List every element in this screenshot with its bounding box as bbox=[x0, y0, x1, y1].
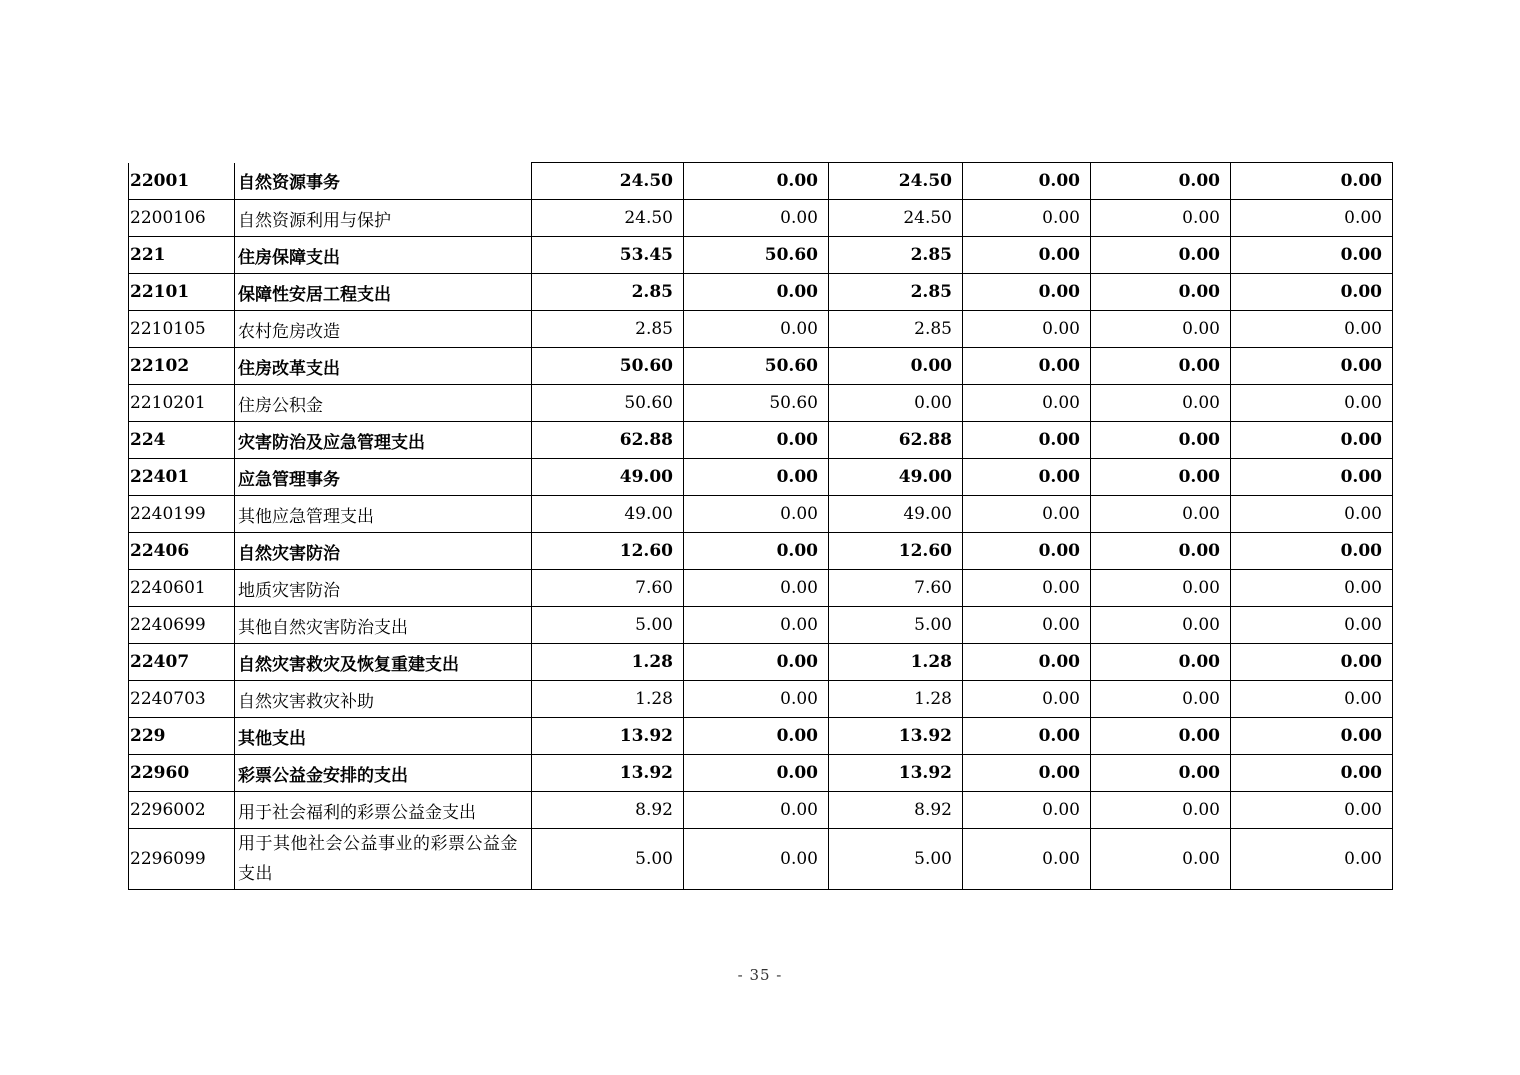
cell-value: 0.00 bbox=[963, 163, 1091, 200]
cell-name: 自然灾害防治 bbox=[235, 533, 532, 570]
cell-value: 12.60 bbox=[829, 533, 963, 570]
cell-value: 0.00 bbox=[1231, 385, 1393, 422]
cell-value: 0.00 bbox=[1231, 533, 1393, 570]
cell-code: 22102 bbox=[129, 348, 235, 385]
cell-code: 22960 bbox=[129, 755, 235, 792]
cell-value: 0.00 bbox=[963, 533, 1091, 570]
cell-name: 彩票公益金安排的支出 bbox=[235, 755, 532, 792]
table-row bbox=[129, 792, 1393, 829]
cell-value: 0.00 bbox=[963, 681, 1091, 718]
cell-code: 2210201 bbox=[129, 385, 235, 422]
cell-name: 其他自然灾害防治支出 bbox=[235, 607, 532, 644]
cell-code: 2240199 bbox=[129, 496, 235, 533]
cell-value: 5.00 bbox=[829, 607, 963, 644]
cell-value: 0.00 bbox=[963, 607, 1091, 644]
cell-value: 0.00 bbox=[1231, 200, 1393, 237]
cell-name: 住房改革支出 bbox=[235, 348, 532, 385]
cell-value: 24.50 bbox=[829, 163, 963, 200]
table-body bbox=[129, 163, 1393, 890]
cell-name: 应急管理事务 bbox=[235, 459, 532, 496]
cell-value: 0.00 bbox=[684, 422, 829, 459]
cell-name: 其他支出 bbox=[235, 718, 532, 755]
table-row bbox=[129, 829, 1393, 890]
table-row bbox=[129, 718, 1393, 755]
cell-value: 0.00 bbox=[1091, 237, 1231, 274]
cell-value: 0.00 bbox=[1231, 163, 1393, 200]
cell-value: 0.00 bbox=[1231, 792, 1393, 829]
cell-value: 50.60 bbox=[532, 348, 684, 385]
cell-value: 62.88 bbox=[829, 422, 963, 459]
cell-value: 0.00 bbox=[963, 200, 1091, 237]
table-row bbox=[129, 163, 1393, 200]
cell-name: 自然灾害救灾及恢复重建支出 bbox=[235, 644, 532, 681]
table-row bbox=[129, 459, 1393, 496]
cell-code: 22401 bbox=[129, 459, 235, 496]
cell-name: 农村危房改造 bbox=[235, 311, 532, 348]
cell-value: 0.00 bbox=[963, 792, 1091, 829]
cell-code: 2200106 bbox=[129, 200, 235, 237]
cell-name: 自然资源利用与保护 bbox=[235, 200, 532, 237]
cell-value: 0.00 bbox=[963, 237, 1091, 274]
cell-value: 8.92 bbox=[829, 792, 963, 829]
cell-name: 其他应急管理支出 bbox=[235, 496, 532, 533]
cell-value: 0.00 bbox=[1231, 570, 1393, 607]
cell-value: 0.00 bbox=[1091, 644, 1231, 681]
cell-value: 0.00 bbox=[963, 718, 1091, 755]
table-row bbox=[129, 570, 1393, 607]
cell-value: 0.00 bbox=[684, 681, 829, 718]
cell-value: 0.00 bbox=[963, 274, 1091, 311]
cell-value: 0.00 bbox=[684, 311, 829, 348]
cell-value: 0.00 bbox=[1231, 644, 1393, 681]
cell-value: 0.00 bbox=[1091, 681, 1231, 718]
cell-name: 住房保障支出 bbox=[235, 237, 532, 274]
table-row bbox=[129, 274, 1393, 311]
table-row bbox=[129, 385, 1393, 422]
cell-value: 0.00 bbox=[1231, 607, 1393, 644]
cell-value: 8.92 bbox=[532, 792, 684, 829]
table-row bbox=[129, 422, 1393, 459]
cell-value: 0.00 bbox=[1091, 274, 1231, 311]
cell-name: 地质灾害防治 bbox=[235, 570, 532, 607]
cell-value: 0.00 bbox=[829, 385, 963, 422]
cell-value: 49.00 bbox=[532, 496, 684, 533]
cell-value: 0.00 bbox=[1231, 496, 1393, 533]
cell-value: 0.00 bbox=[684, 644, 829, 681]
cell-value: 0.00 bbox=[829, 348, 963, 385]
cell-value: 0.00 bbox=[684, 792, 829, 829]
table-row bbox=[129, 607, 1393, 644]
cell-value: 53.45 bbox=[532, 237, 684, 274]
cell-value: 0.00 bbox=[1091, 200, 1231, 237]
cell-value: 1.28 bbox=[532, 644, 684, 681]
table-row bbox=[129, 496, 1393, 533]
cell-value: 49.00 bbox=[829, 496, 963, 533]
cell-value: 13.92 bbox=[829, 755, 963, 792]
cell-value: 0.00 bbox=[1231, 348, 1393, 385]
cell-value: 0.00 bbox=[1231, 755, 1393, 792]
cell-value: 24.50 bbox=[829, 200, 963, 237]
cell-value: 0.00 bbox=[1231, 829, 1393, 890]
cell-value: 2.85 bbox=[829, 311, 963, 348]
cell-value: 7.60 bbox=[829, 570, 963, 607]
cell-value: 0.00 bbox=[684, 570, 829, 607]
cell-value: 2.85 bbox=[829, 237, 963, 274]
cell-value: 0.00 bbox=[963, 385, 1091, 422]
cell-value: 49.00 bbox=[829, 459, 963, 496]
cell-value: 0.00 bbox=[1091, 792, 1231, 829]
cell-value: 13.92 bbox=[829, 718, 963, 755]
cell-value: 0.00 bbox=[1091, 163, 1231, 200]
cell-value: 0.00 bbox=[684, 755, 829, 792]
cell-name: 住房公积金 bbox=[235, 385, 532, 422]
cell-code: 2296002 bbox=[129, 792, 235, 829]
cell-value: 0.00 bbox=[1091, 755, 1231, 792]
cell-code: 22101 bbox=[129, 274, 235, 311]
cell-value: 0.00 bbox=[1091, 607, 1231, 644]
cell-value: 0.00 bbox=[1231, 237, 1393, 274]
cell-value: 0.00 bbox=[963, 570, 1091, 607]
cell-value: 1.28 bbox=[829, 644, 963, 681]
cell-value: 0.00 bbox=[963, 496, 1091, 533]
cell-name: 自然灾害救灾补助 bbox=[235, 681, 532, 718]
cell-code: 2240601 bbox=[129, 570, 235, 607]
table-row bbox=[129, 755, 1393, 792]
cell-value: 12.60 bbox=[532, 533, 684, 570]
cell-value: 0.00 bbox=[1091, 422, 1231, 459]
cell-value: 0.00 bbox=[1091, 496, 1231, 533]
cell-code: 221 bbox=[129, 237, 235, 274]
cell-value: 0.00 bbox=[963, 422, 1091, 459]
cell-value: 0.00 bbox=[1091, 385, 1231, 422]
cell-value: 1.28 bbox=[829, 681, 963, 718]
cell-value: 24.50 bbox=[532, 163, 684, 200]
cell-value: 0.00 bbox=[963, 459, 1091, 496]
budget-table bbox=[128, 162, 1393, 890]
cell-code: 2240699 bbox=[129, 607, 235, 644]
cell-value: 5.00 bbox=[532, 607, 684, 644]
cell-value: 0.00 bbox=[1231, 311, 1393, 348]
cell-value: 13.92 bbox=[532, 755, 684, 792]
page-number: - 35 - bbox=[737, 966, 783, 984]
cell-value: 0.00 bbox=[684, 200, 829, 237]
cell-code: 2210105 bbox=[129, 311, 235, 348]
cell-value: 2.85 bbox=[532, 311, 684, 348]
cell-value: 0.00 bbox=[684, 533, 829, 570]
table-row bbox=[129, 311, 1393, 348]
cell-value: 49.00 bbox=[532, 459, 684, 496]
cell-value: 0.00 bbox=[684, 459, 829, 496]
cell-name: 自然资源事务 bbox=[235, 163, 532, 200]
cell-value: 0.00 bbox=[963, 644, 1091, 681]
cell-value: 50.60 bbox=[684, 348, 829, 385]
cell-value: 0.00 bbox=[1091, 459, 1231, 496]
cell-value: 13.92 bbox=[532, 718, 684, 755]
cell-value: 0.00 bbox=[1231, 718, 1393, 755]
cell-value: 5.00 bbox=[532, 829, 684, 890]
cell-code: 22406 bbox=[129, 533, 235, 570]
cell-code: 22407 bbox=[129, 644, 235, 681]
cell-value: 0.00 bbox=[1091, 829, 1231, 890]
cell-code: 2240703 bbox=[129, 681, 235, 718]
cell-name: 用于其他社会公益事业的彩票公益金支出 bbox=[235, 829, 532, 890]
cell-code: 224 bbox=[129, 422, 235, 459]
cell-value: 2.85 bbox=[532, 274, 684, 311]
cell-value: 0.00 bbox=[1091, 311, 1231, 348]
cell-value: 50.60 bbox=[684, 385, 829, 422]
cell-value: 2.85 bbox=[829, 274, 963, 311]
cell-value: 0.00 bbox=[1231, 681, 1393, 718]
cell-code: 229 bbox=[129, 718, 235, 755]
cell-value: 0.00 bbox=[963, 311, 1091, 348]
cell-code: 2296099 bbox=[129, 829, 235, 890]
cell-name: 保障性安居工程支出 bbox=[235, 274, 532, 311]
cell-value: 0.00 bbox=[963, 348, 1091, 385]
cell-value: 0.00 bbox=[1231, 459, 1393, 496]
cell-value: 7.60 bbox=[532, 570, 684, 607]
cell-value: 0.00 bbox=[684, 829, 829, 890]
table-row bbox=[129, 681, 1393, 718]
cell-value: 0.00 bbox=[684, 607, 829, 644]
cell-value: 5.00 bbox=[829, 829, 963, 890]
cell-value: 1.28 bbox=[532, 681, 684, 718]
cell-value: 0.00 bbox=[1231, 274, 1393, 311]
table-row bbox=[129, 237, 1393, 274]
cell-value: 0.00 bbox=[684, 496, 829, 533]
cell-value: 0.00 bbox=[963, 829, 1091, 890]
cell-value: 0.00 bbox=[1231, 422, 1393, 459]
cell-value: 50.60 bbox=[532, 385, 684, 422]
cell-value: 24.50 bbox=[532, 200, 684, 237]
table-row bbox=[129, 533, 1393, 570]
cell-name: 灾害防治及应急管理支出 bbox=[235, 422, 532, 459]
cell-name: 用于社会福利的彩票公益金支出 bbox=[235, 792, 532, 829]
table-row bbox=[129, 200, 1393, 237]
cell-value: 62.88 bbox=[532, 422, 684, 459]
cell-value: 0.00 bbox=[1091, 718, 1231, 755]
table-row bbox=[129, 348, 1393, 385]
cell-value: 0.00 bbox=[684, 274, 829, 311]
cell-value: 0.00 bbox=[684, 718, 829, 755]
cell-value: 0.00 bbox=[684, 163, 829, 200]
cell-value: 0.00 bbox=[1091, 348, 1231, 385]
cell-code: 22001 bbox=[129, 163, 235, 200]
cell-value: 0.00 bbox=[1091, 570, 1231, 607]
cell-value: 50.60 bbox=[684, 237, 829, 274]
cell-value: 0.00 bbox=[963, 755, 1091, 792]
table-row bbox=[129, 644, 1393, 681]
cell-value: 0.00 bbox=[1091, 533, 1231, 570]
